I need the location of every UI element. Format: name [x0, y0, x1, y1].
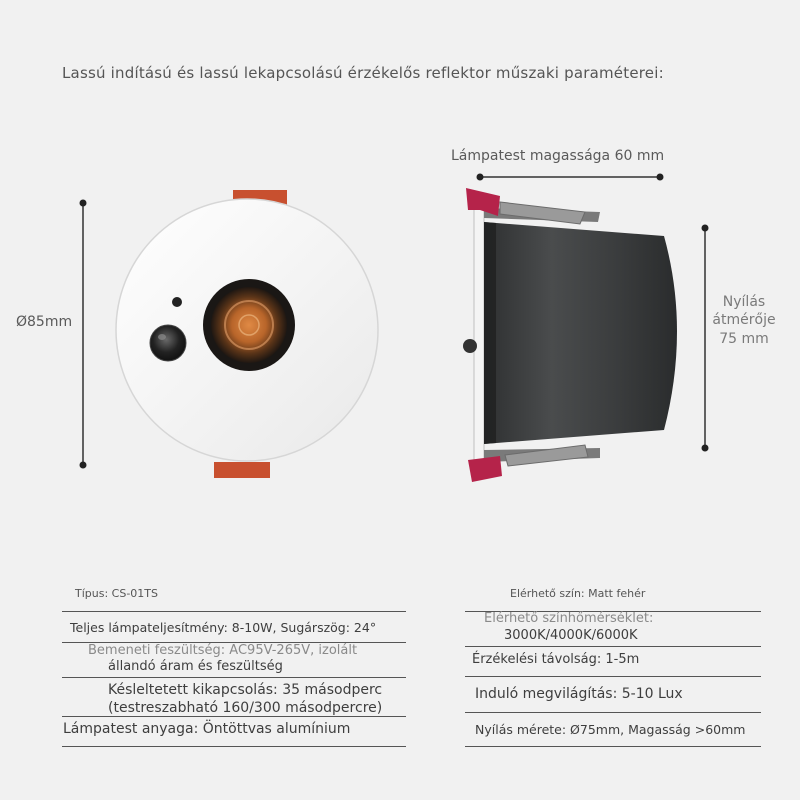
- spec-voltage-line2: állandó áram és feszültség: [108, 659, 283, 674]
- bottom-clip: [214, 462, 270, 478]
- indicator-dot: [172, 297, 182, 307]
- spec-cct-line2: 3000K/4000K/6000K: [504, 628, 638, 643]
- opening-label-line3: 75 mm: [719, 331, 769, 347]
- flange: [474, 205, 484, 460]
- spec-color: Elérhető szín: Matt fehér: [510, 587, 646, 600]
- side-bottom-clip: [468, 456, 502, 482]
- spec-cct-line1: Elérhető színhőmérséklet:: [484, 611, 654, 626]
- spec-power: Teljes lámpateljesítmény: 8-10W, Sugárszög: 24°: [70, 620, 377, 635]
- spec-type: Típus: CS-01TS: [75, 587, 158, 600]
- spec-lux: Induló megvilágítás: 5-10 Lux: [475, 686, 683, 702]
- height-label: Lámpatest magassága 60 mm: [451, 148, 665, 164]
- spec-delay-line2: (testreszabható 160/300 másodpercre): [108, 700, 383, 716]
- spec-delay-line1: Késleltetett kikapcsolás: 35 másodperc: [108, 682, 383, 698]
- divider: [465, 746, 761, 747]
- spec-voltage-line1: Bemeneti feszültség: AC95V-265V, izolált: [88, 643, 358, 658]
- height-dimension-line: [477, 174, 664, 181]
- divider: [465, 712, 761, 713]
- pir-sensor: [150, 325, 186, 361]
- divider: [465, 646, 761, 647]
- diameter-dimension-line: [80, 200, 87, 469]
- spec-distance: Érzékelési távolság: 1-5m: [472, 652, 640, 667]
- led-lens: [211, 287, 287, 363]
- front-view-lamp: [116, 190, 378, 478]
- side-view-lamp: [463, 188, 677, 482]
- divider: [62, 677, 406, 678]
- divider: [62, 611, 406, 612]
- opening-dimension-line: [702, 225, 709, 452]
- divider: [62, 716, 406, 717]
- opening-label-line2: átmérője: [712, 312, 776, 328]
- spec-opening: Nyílás mérete: Ø75mm, Magasság >60mm: [475, 722, 746, 737]
- housing-body: [484, 222, 677, 444]
- spec-material: Lámpatest anyaga: Öntöttvas alumínium: [63, 721, 351, 737]
- divider: [62, 746, 406, 747]
- side-sensor-bump: [463, 339, 477, 353]
- divider: [465, 676, 761, 677]
- opening-label-line1: Nyílás: [722, 294, 766, 310]
- page-title: Lassú indítású és lassú lekapcsolású érzékelős reflektor műszaki paraméterei:: [62, 64, 664, 82]
- diameter-label: Ø85mm: [16, 314, 73, 330]
